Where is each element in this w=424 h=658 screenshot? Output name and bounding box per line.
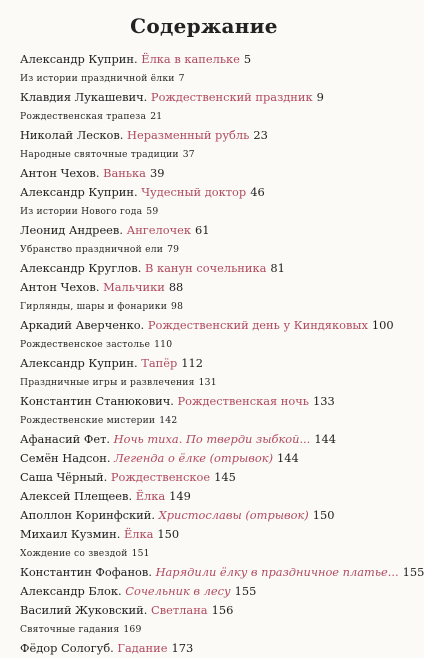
entry-page-number: 149 bbox=[169, 489, 191, 503]
toc-section-entry bbox=[20, 297, 398, 316]
toc-entry bbox=[20, 392, 398, 411]
entry-page-number: 142 bbox=[159, 415, 178, 426]
section-title: Из истории Нового года bbox=[20, 206, 143, 217]
toc-entry bbox=[20, 468, 398, 487]
entry-page-number: 169 bbox=[123, 624, 142, 635]
section-title: Рождественское застолье bbox=[20, 339, 151, 350]
entry-author: Александр Куприн. bbox=[20, 52, 138, 66]
entry-author: Антон Чехов. bbox=[20, 280, 100, 294]
toc-section-entry bbox=[20, 373, 398, 392]
entry-page-number: 150 bbox=[157, 527, 180, 541]
entry-page-number: 131 bbox=[198, 377, 217, 388]
section-title: Праздничные игры и развлечения bbox=[20, 377, 195, 388]
entry-author: Аркадий Аверченко. bbox=[20, 318, 145, 332]
entry-page-number: 81 bbox=[270, 261, 285, 275]
section-title: Убранство праздничной ели bbox=[20, 244, 164, 255]
entry-work-title: Светлана bbox=[151, 603, 208, 617]
entry-page-number: 144 bbox=[314, 432, 337, 446]
toc-entry bbox=[20, 525, 398, 544]
entry-page-number: 155 bbox=[234, 584, 257, 598]
entry-page-number: 112 bbox=[181, 356, 204, 370]
entry-page-number: 144 bbox=[277, 451, 299, 465]
page-title: Содержание bbox=[130, 14, 278, 38]
entry-work-title: Гадание bbox=[117, 641, 168, 655]
entry-author: Антон Чехов. bbox=[20, 166, 100, 180]
entry-work-title: Чудесный доктор bbox=[141, 185, 247, 199]
entry-author: Константин Фофанов. bbox=[20, 565, 152, 579]
entry-page-number: 98 bbox=[171, 301, 184, 312]
toc-entry bbox=[20, 582, 398, 601]
entry-work-title: Рождественская ночь bbox=[177, 394, 309, 408]
entry-page-number: 46 bbox=[250, 185, 265, 199]
toc-entry bbox=[20, 430, 398, 449]
entry-page-number: 23 bbox=[253, 128, 268, 142]
entry-author: Клавдия Лукашевич. bbox=[20, 90, 148, 104]
entry-work-title: Ангелочек bbox=[126, 223, 192, 237]
entry-work-title: Тапёр bbox=[141, 356, 178, 370]
entry-page-number: 39 bbox=[149, 166, 165, 180]
toc-section-entry bbox=[20, 240, 398, 259]
entry-work-title: Ёлка в капельке bbox=[141, 52, 240, 66]
entry-author: Александр Круглов. bbox=[20, 261, 142, 275]
entry-page-number: 110 bbox=[154, 339, 173, 350]
section-title: Хождение со звездой bbox=[20, 548, 128, 559]
entry-page-number: 173 bbox=[171, 641, 194, 655]
toc-section-entry bbox=[20, 335, 398, 354]
entry-author: Аполлон Коринфский. bbox=[20, 508, 155, 522]
entry-author: Василий Жуковский. bbox=[20, 603, 148, 617]
entry-author: Константин Станюкович. bbox=[20, 394, 174, 408]
entry-page-number: 5 bbox=[243, 52, 252, 66]
toc-entry bbox=[20, 639, 398, 658]
entry-page-number: 21 bbox=[150, 111, 163, 122]
entry-page-number: 61 bbox=[195, 223, 210, 237]
section-title: Рождественская трапеза bbox=[20, 111, 147, 122]
toc-entry bbox=[20, 354, 398, 373]
entry-work-title: Христославы (отрывок) bbox=[158, 508, 309, 522]
entry-author: Фёдор Сологуб. bbox=[20, 641, 114, 655]
entry-page-number: 145 bbox=[214, 470, 236, 484]
entry-work-title: Ёлка bbox=[123, 527, 154, 541]
entry-page-number: 7 bbox=[178, 73, 185, 84]
section-title: Святочные гадания bbox=[20, 624, 120, 635]
entry-page-number: 156 bbox=[211, 603, 234, 617]
entry-work-title: Рождественский день у Киндяковых bbox=[147, 318, 368, 332]
entry-page-number: 100 bbox=[371, 318, 394, 332]
toc-entry bbox=[20, 221, 398, 240]
entry-work-title: Неразменный рубль bbox=[127, 128, 250, 142]
toc-entry bbox=[20, 601, 398, 620]
toc-entry bbox=[20, 506, 398, 525]
entry-work-title: В канун сочельника bbox=[144, 261, 267, 275]
toc-list bbox=[20, 50, 424, 658]
entry-author: Николай Лесков. bbox=[20, 128, 124, 142]
entry-author: Александр Куприн. bbox=[20, 185, 138, 199]
entry-work-title: Ёлка bbox=[135, 489, 166, 503]
entry-work-title: Рождественский праздник bbox=[150, 90, 313, 104]
toc-section-entry bbox=[20, 620, 398, 639]
entry-page-number: 151 bbox=[131, 548, 150, 559]
entry-work-title: Нарядили ёлку в праздничное платье... bbox=[155, 565, 399, 579]
entry-work-title: Мальчики bbox=[103, 280, 165, 294]
toc-entry bbox=[20, 259, 398, 278]
toc-entry bbox=[20, 50, 398, 69]
entry-work-title: Сочельник в лесу bbox=[125, 584, 231, 598]
entry-work-title: Рождественское bbox=[110, 470, 211, 484]
entry-author: Семён Надсон. bbox=[20, 451, 111, 465]
entry-page-number: 133 bbox=[312, 394, 335, 408]
toc-section-entry bbox=[20, 107, 398, 126]
entry-author: Леонид Андреев. bbox=[20, 223, 123, 237]
toc-section-entry bbox=[20, 544, 398, 563]
entry-work-title: Ванька bbox=[103, 166, 146, 180]
toc-entry bbox=[20, 164, 398, 183]
toc-entry bbox=[20, 278, 398, 297]
entry-page-number: 79 bbox=[167, 244, 180, 255]
toc-entry bbox=[20, 487, 398, 506]
toc-entry bbox=[20, 88, 398, 107]
entry-author: Афанасий Фет. bbox=[20, 432, 111, 446]
entry-page-number: 150 bbox=[312, 508, 335, 522]
entry-page-number: 9 bbox=[316, 90, 324, 104]
entry-work-title: Ночь тиха. По тверди зыбкой... bbox=[113, 432, 311, 446]
entry-author: Алексей Плещеев. bbox=[20, 489, 133, 503]
entry-author: Михаил Кузмин. bbox=[20, 527, 121, 541]
entry-page-number: 37 bbox=[182, 149, 195, 160]
entry-page-number: 88 bbox=[168, 280, 184, 294]
toc-entry bbox=[20, 126, 398, 145]
section-title: Рождественские мистерии bbox=[20, 415, 156, 426]
section-title: Гирлянды, шары и фонарики bbox=[20, 301, 168, 312]
section-title: Народные святочные традиции bbox=[20, 149, 179, 160]
toc-section-entry bbox=[20, 145, 398, 164]
toc-section-entry bbox=[20, 69, 398, 88]
entry-author: Саша Чёрный. bbox=[20, 470, 108, 484]
toc-section-entry bbox=[20, 411, 398, 430]
entry-author: Александр Блок. bbox=[20, 584, 122, 598]
entry-author: Александр Куприн. bbox=[20, 356, 138, 370]
toc-entry bbox=[20, 449, 398, 468]
toc-entry bbox=[20, 183, 398, 202]
entry-work-title: Легенда о ёлке (отрывок) bbox=[114, 451, 274, 465]
entry-page-number: 59 bbox=[146, 206, 159, 217]
section-title: Из истории праздничной ёлки bbox=[20, 73, 175, 84]
entry-page-number: 155 bbox=[402, 565, 424, 579]
toc-entry bbox=[20, 563, 424, 582]
toc-section-entry bbox=[20, 202, 398, 221]
toc-entry bbox=[20, 316, 398, 335]
